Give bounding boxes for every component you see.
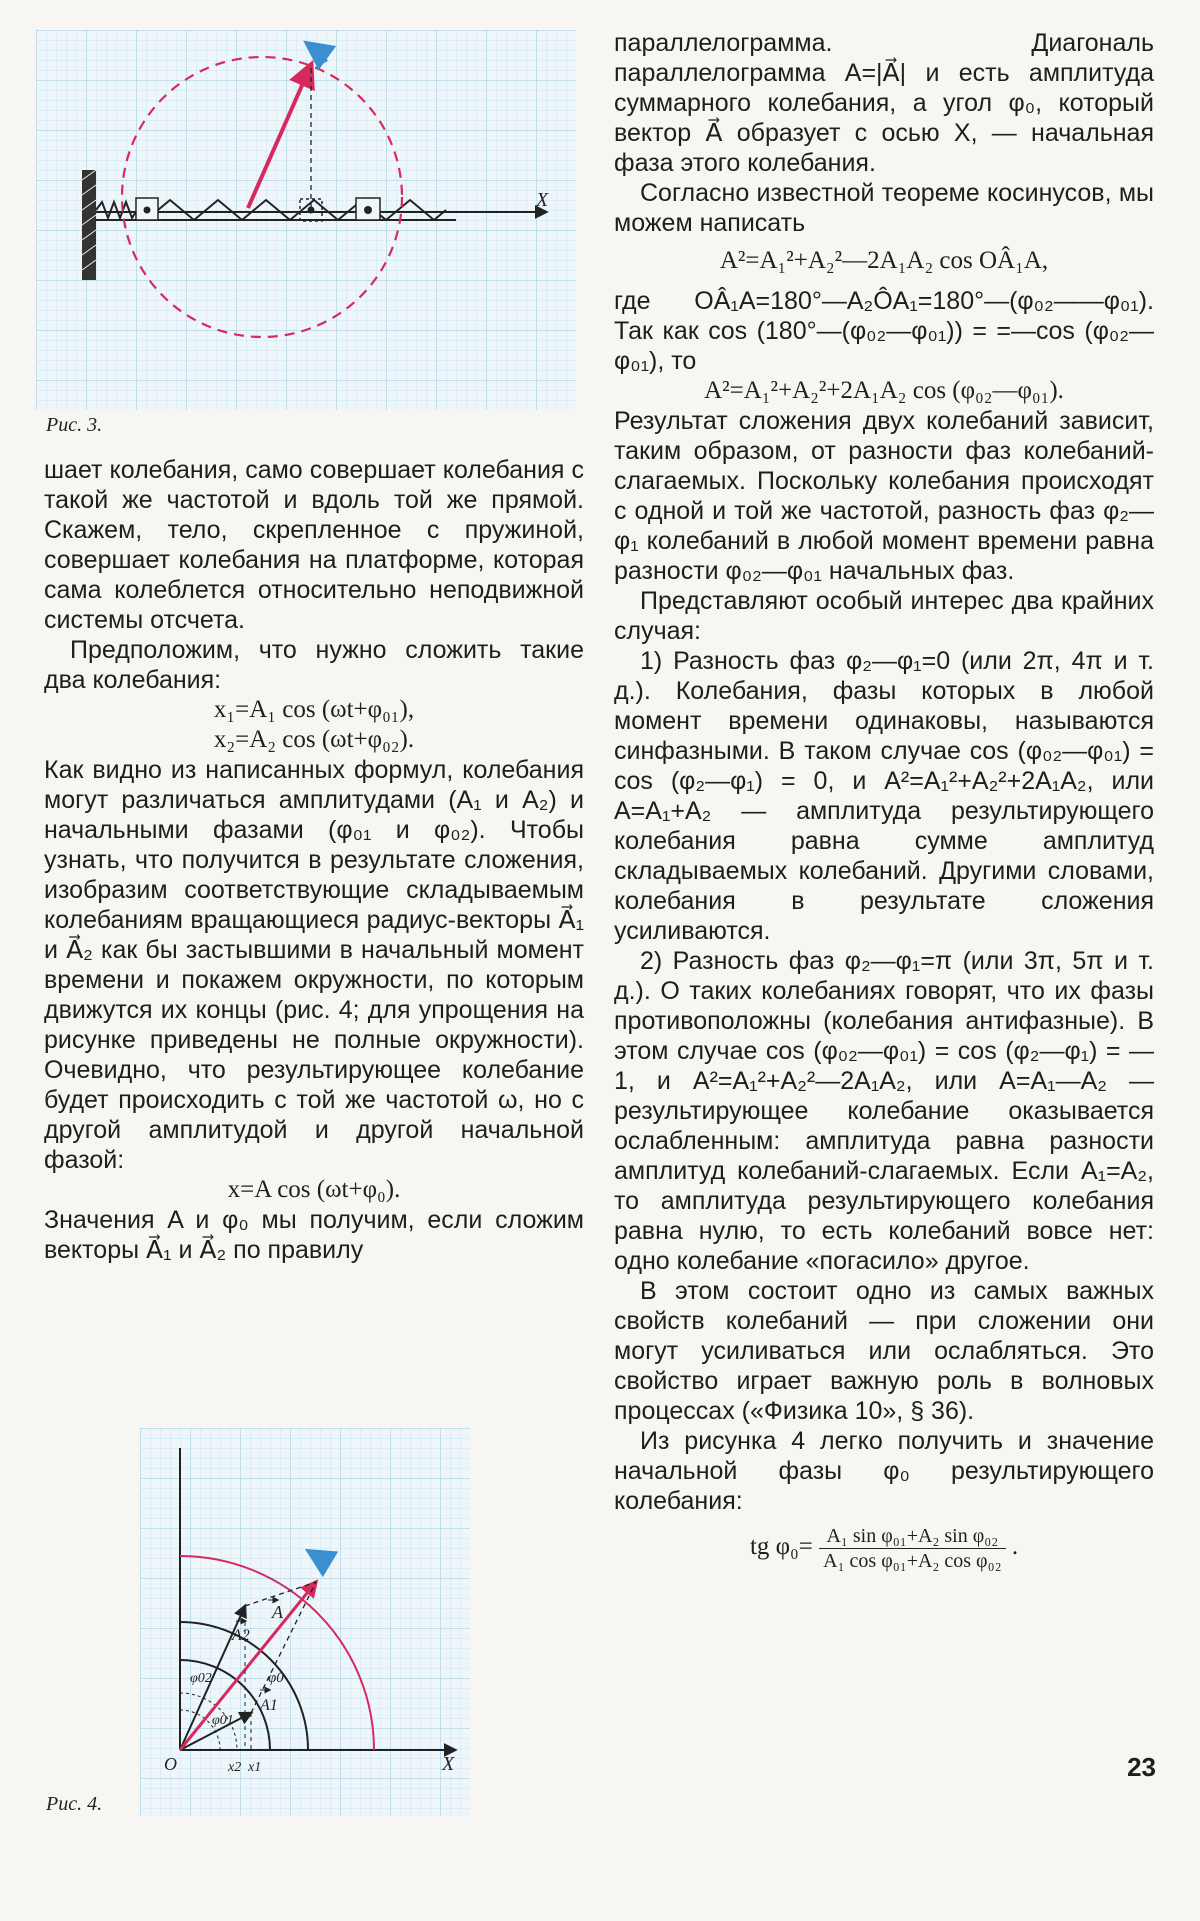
label-phi02: φ02: [190, 1671, 212, 1686]
right-paragraph-7: 2) Разность фаз φ₂—φ₁=π (или 3π, 5π и т. д.). О таких колебаниях говорят, что их фазы противоположны (колебания антифазные). В этом случае cos (φ₀₂—φ₀₁) = cos (φ₂—φ₁) = —1, и A²=A₁²+A₂²—2A₁A₂, или A=A₁—A₂ — результирующее колебание оказывается ослабленным: амплитуда равна разности амплитуд колебаний-слагаемых. Если A₁=A₂, то амплитуда результирующего колебания равна нулю, то есть колебаний вовсе нет: одно колебание «погасило» другое.: [614, 947, 1154, 1275]
formula-x: x=A cos (ωt+φ₀).: [227, 1176, 401, 1203]
formula-cosine-law: A²=A₁²+A₂²—2A₁A₂ cos OÂ₁A,: [719, 247, 1049, 274]
tg-denominator: A₁ cos φ₀₁+A₂ cos φ₀₂: [823, 1550, 1002, 1572]
label-x: X: [442, 1753, 455, 1775]
formula-amplitude: A²=A₁²+A₂²+2A₁A₂ cos (φ₀₂—φ₀₁).: [704, 377, 1064, 404]
label-A1: A1: [260, 1697, 278, 1714]
fig3-x-label: X: [536, 189, 549, 211]
tg-numerator: A₁ sin φ₀₁+A₂ sin φ₀₂: [819, 1524, 1005, 1549]
left-paragraph-2: Предположим, что нужно сложить такие два колебания:: [44, 636, 584, 694]
right-paragraph-3: где OÂ₁A=180°—A₂ÔA₁=180°—(φ₀₂——φ₀₁). Так как cos (180°—(φ₀₂—φ₀₁)) = =—cos (φ₀₂—φ₀₁), то: [614, 287, 1154, 375]
tg-fraction: [819, 1524, 1005, 1573]
label-x2: x2: [228, 1760, 242, 1775]
formula-x1: x₁=A₁ cos (ωt+φ₀₁),: [213, 696, 415, 723]
figure-4: [140, 1428, 470, 1816]
fig3-caption: Рис. 3.: [46, 414, 103, 436]
left-paragraph-3: Как видно из написанных формул, колебания могут различаться амплитудами (A₁ и A₂) и начальными фазами (φ₀₁ и φ₀₂). Чтобы узнать, что получится в результате сложения, изобразим соответствующие складываемым колебаниям вращающиеся радиус-векторы A⃗₁ и A⃗₂ как бы застывшими в начальный момент времени и покажем окружности, по которым движутся их концы (рис. 4; для упрощения на рисунке приведены не полные окружности). Очевидно, что результирующее колебание будет происходить с той же частотой ω, но с другой амплитудой и другой начальной фазой:: [44, 756, 584, 1174]
figure-3: [36, 30, 576, 410]
label-phi01: φ01: [212, 1713, 234, 1728]
right-paragraph-2: Согласно известной теореме косинусов, мы можем написать: [614, 179, 1154, 237]
left-paragraph-4: Значения A и φ₀ мы получим, если сложим векторы A⃗₁ и A⃗₂ по правилу: [44, 1206, 584, 1264]
label-phi0: φ0: [268, 1670, 284, 1686]
label-A: A: [272, 1602, 283, 1622]
label-x1: x1: [248, 1760, 262, 1775]
right-paragraph-8: В этом состоит одно из самых важных свойств колебаний — при сложении они могут усиливаться или ослабляться. Это свойство играет важную роль в волновых процессах («Физика 10», § 36).: [614, 1277, 1154, 1425]
page-number: 23: [1127, 1752, 1156, 1782]
right-paragraph-4: Результат сложения двух колебаний зависит, таким образом, от разности фаз колебаний-слагаемых. Поскольку колебания происходят с одной и той же частотой, разность фаз φ₂—φ₁ колебаний в любой момент времени равна разности φ₀₂—φ₀₁ начальных фаз.: [614, 407, 1154, 585]
right-paragraph-6: 1) Разность фаз φ₂—φ₁=0 (или 2π, 4π и т. д.). Колебания, фазы которых в любой момент времени одинаковы, называются синфазными. В таком случае cos (φ₀₂—φ₀₁) = cos (φ₂—φ₁) = 0, и A²=A₁²+A₂²+2A₁A₂, или A=A₁+A₂ — амплитуда результирующего колебания равна сумме амплитуд складываемых колебаний. Другими словами, колебания в результате сложения усиливаются.: [614, 647, 1154, 945]
right-paragraph-9: Из рисунка 4 легко получить и значение начальной фазы φ₀ результирующего колебания:: [614, 1427, 1154, 1515]
right-column: [614, 28, 1154, 1573]
right-paragraph-1: параллелограмма. Диагональ параллелограмма A=|A⃗| и есть амплитуда суммарного колебания, а угол φ₀, который вектор A⃗ образует с осью X, — начальная фаза этого колебания.: [614, 29, 1154, 177]
left-paragraph-1: шает колебания, само совершает колебания с такой же частотой и вдоль той же прямой. Скажем, тело, скрепленное с пружиной, совершает колебания на платформе, которая сама колеблется относительно неподвижной системы отсчета.: [44, 456, 584, 634]
tg-lhs: tg φ₀=: [749, 1533, 813, 1561]
tg-end: .: [1011, 1533, 1019, 1561]
formula-x2: x₂=A₂ cos (ωt+φ₀₂).: [213, 726, 415, 753]
label-A2: A2: [232, 1627, 250, 1644]
label-origin: O: [164, 1754, 177, 1774]
left-column: [44, 455, 584, 1265]
right-paragraph-5: Представляют особый интерес два крайних случая:: [614, 587, 1154, 645]
formula-tg: [614, 1524, 1154, 1573]
fig4-caption: Рис. 4.: [46, 1793, 103, 1815]
